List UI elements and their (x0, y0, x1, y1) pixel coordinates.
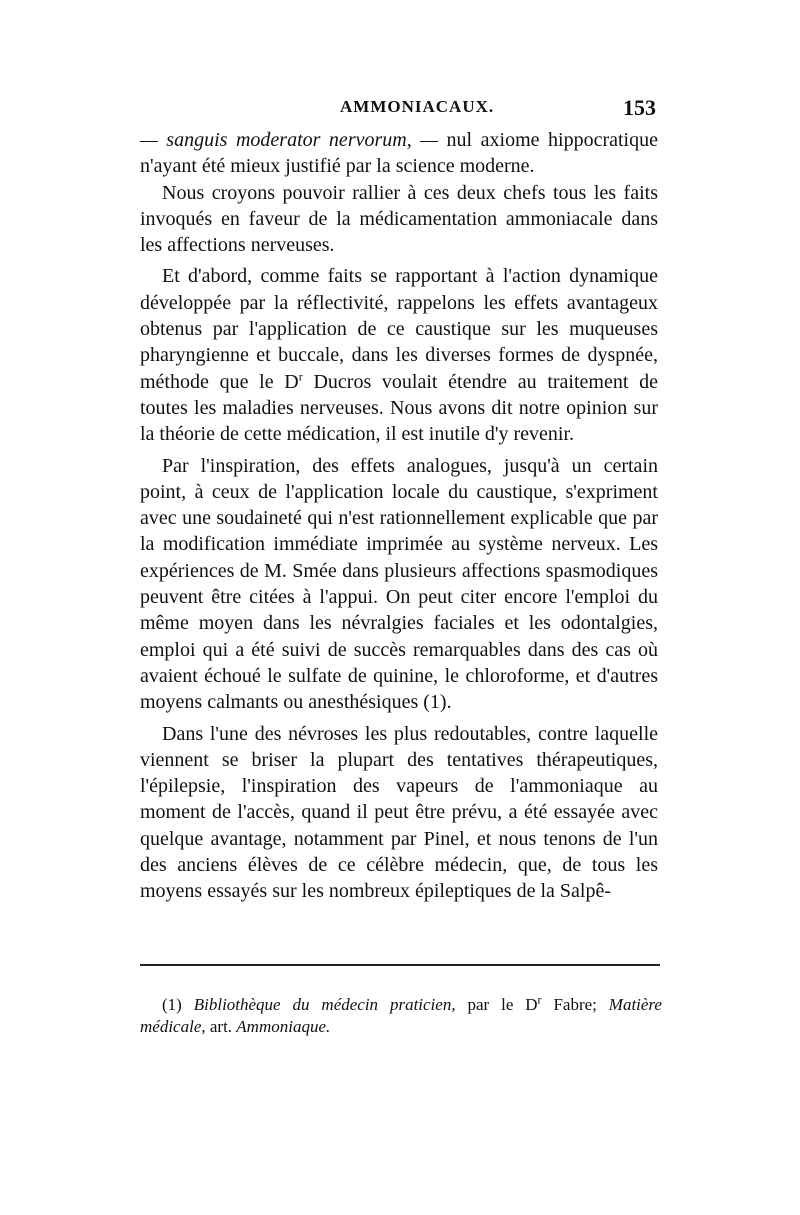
latin-phrase: — sanguis moderator nervorum, — (140, 129, 439, 151)
footnote (140, 994, 662, 1038)
footnote-title: Bibliothèque du médecin praticien, (193, 995, 456, 1014)
footnote-by: par le D (455, 995, 538, 1014)
footnote-art: art. (205, 1017, 237, 1036)
body-text (140, 127, 658, 905)
doctor-abbrev-sup: r (298, 369, 303, 384)
paragraph-2: Nous croyons pouvoir rallier à ces deux chefs tous les faits invoqués en faveur de la médicamentation ammoniacale dans les affections nerveuses. (140, 181, 658, 257)
footnote-text (140, 994, 662, 1038)
footnote-marker: (1) (162, 995, 182, 1014)
paragraph-3-text: Et d'abord, comme faits se rapportant à l'action dynamique développée par la réflectivité, rappelons les effets avantageux obtenus par l'application de ce caustique sur les muqueuses pharyngienne et buccale, dans les diverses formes de dyspnée, méthode que le D (140, 265, 658, 393)
footnote-rule (140, 964, 660, 966)
paragraph-1-text: nul axiome hippocratique n'ayant été mieux justifié par la science moderne. (140, 129, 658, 178)
footnote-author: Fabre; (541, 995, 609, 1014)
footnote-work: Matière médicale, (140, 995, 662, 1036)
paragraph-3-text-after: Ducros voulait étendre au traitement de toutes les maladies nerveuses. Nous avons dit notre opinion sur la théorie de cette médication, il est inutile d'y revenir. (140, 370, 658, 446)
footnote-entry: Ammoniaque. (236, 1017, 331, 1036)
footnote-doctor-sup: r (537, 992, 542, 1007)
running-title: AMMONIACAUX. (340, 97, 495, 116)
paragraph-4: Par l'inspiration, des effets analogues, jusqu'à un certain point, à ceux de l'application locale du caustique, s'expriment avec une soudaineté qui n'est rationnellement explicable que par la modification immédiate imprimée au système nerveux. Les expériences de M. Smée dans plusieurs affections spasmodiques peuvent être citées à l'appui. On peut citer encore l'emploi du même moyen dans les névralgies faciales et les odontalgies, emploi qui a été suivi de succès remarquables dans des cas où avaient échoué le sulfate de quinine, le chloroforme, et d'autres moyens calmants ou anesthésiques (1). (140, 454, 658, 714)
paragraph-1 (140, 127, 658, 180)
paragraph-3 (140, 263, 658, 447)
paragraph-5: Dans l'une des névroses les plus redoutables, contre laquelle viennent se briser la plupart des tentatives thérapeutiques, l'épilepsie, l'inspiration des vapeurs de l'ammoniaque au moment de l'accès, quand il peut être prévu, a été essayée avec quelque avantage, notamment par Pinel, et nous tenons de l'un des anciens élèves de ce célèbre médecin, que, de tous les moyens essayés sur les nombreux épileptiques de la Salpê- (140, 722, 658, 903)
page-number: 153 (623, 95, 656, 120)
running-head (140, 95, 656, 125)
